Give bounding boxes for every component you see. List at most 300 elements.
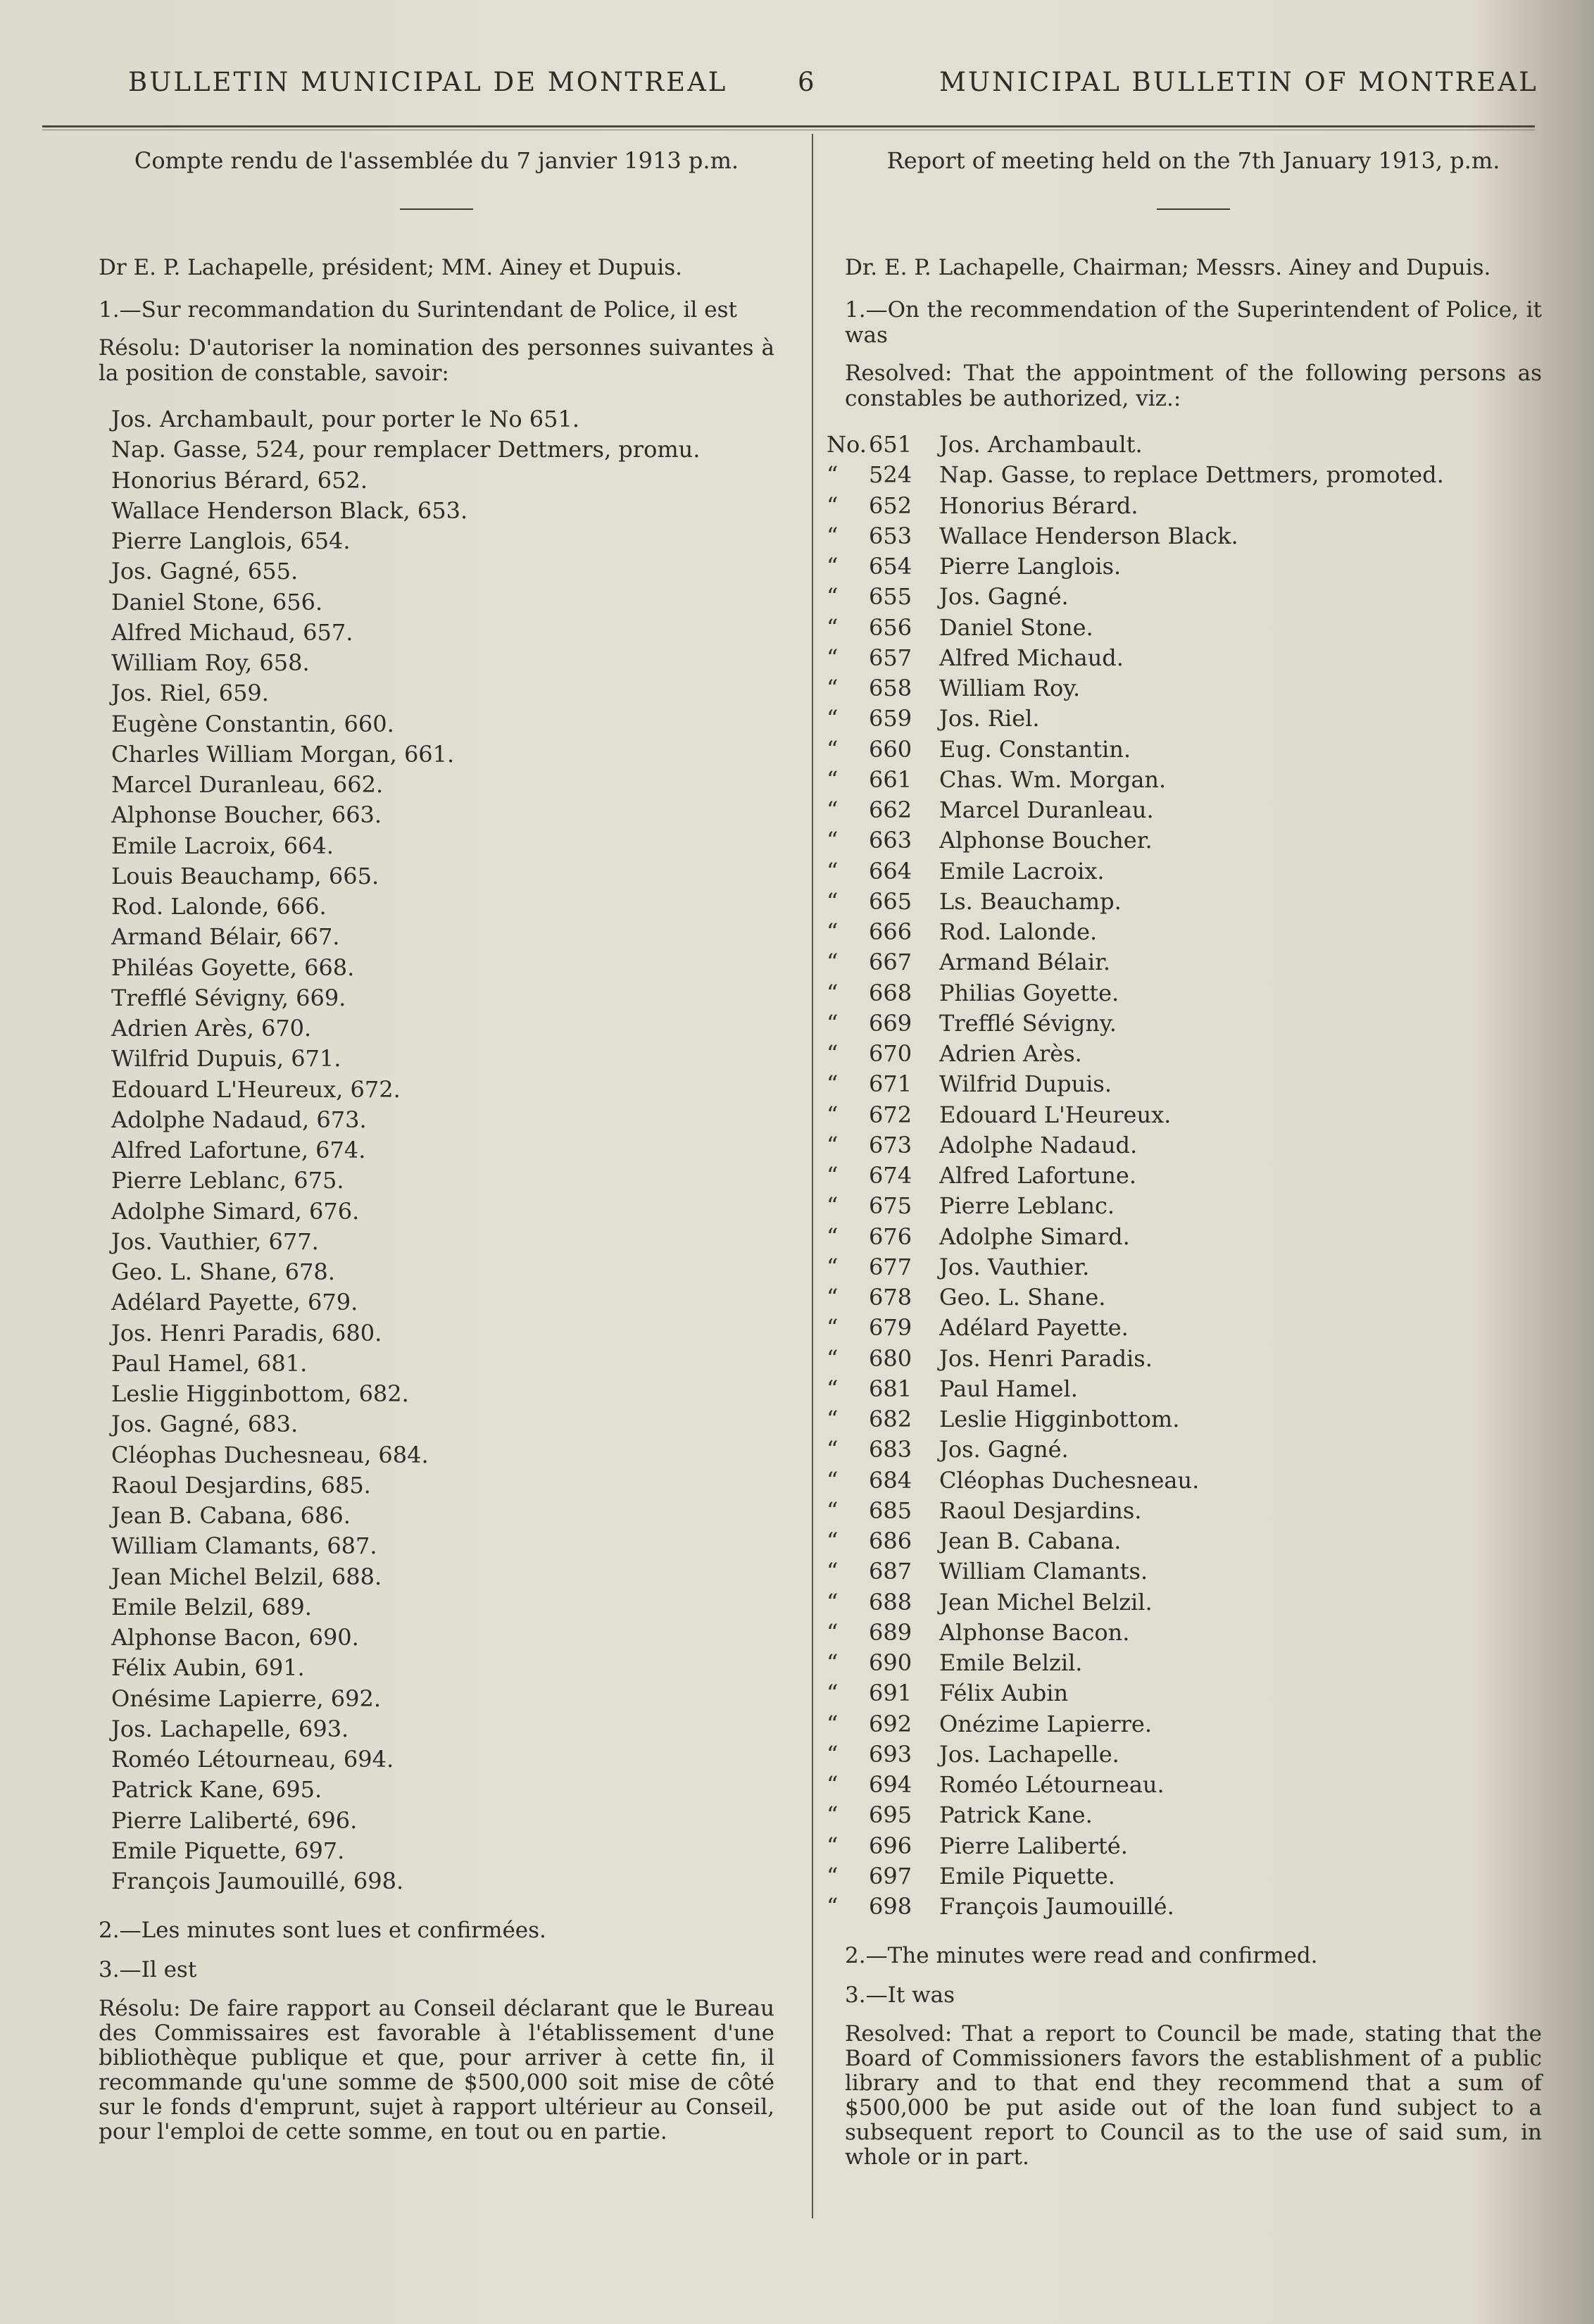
constable-number-value: 686 <box>869 1528 912 1554</box>
constable-name: Eug. Constantin. <box>939 735 1131 763</box>
english-constable-entry <box>821 1466 1542 1496</box>
english-constable-entry <box>821 917 1542 947</box>
french-constable-entry: Trefflé Sévigny, 669. <box>111 984 346 1011</box>
constable-number-prefix: “ <box>827 1284 839 1311</box>
constable-name: Roméo Létourneau. <box>939 1771 1165 1798</box>
constable-number <box>821 1252 939 1282</box>
constable-number <box>821 1861 939 1892</box>
constable-name: Alfred Lafortune. <box>939 1162 1136 1189</box>
french-constable-entry: Armand Bélair, 667. <box>111 923 340 951</box>
french-constable-entry: Eugène Constantin, 660. <box>111 710 394 737</box>
french-resolution-3: Résolu: De faire rapport au Conseil déclarant que le Bureau des Commissaires est favorable à l'établissement d'une bibliothèque publique et que, pour arriver à cette fin, il recommande qu'une somme de $500,000 soit mise de côté sur le fonds d'emprunt, sujet à rapport ultérieur au Conseil, pour l'emploi de cette somme, en tout ou en partie. <box>99 1996 774 2145</box>
constable-name: Jos. Vauthier. <box>939 1253 1090 1280</box>
constable-name: Paul Hamel. <box>939 1375 1078 1402</box>
constable-number-prefix: “ <box>827 1070 839 1098</box>
constable-name: Alfred Michaud. <box>939 644 1124 671</box>
constable-number-prefix: “ <box>827 1497 839 1524</box>
constable-number-prefix: “ <box>827 461 839 489</box>
constable-number-value: 681 <box>869 1375 912 1402</box>
constable-number <box>821 491 939 521</box>
constable-number-value: 684 <box>869 1466 912 1494</box>
constable-number-value: 685 <box>869 1497 912 1524</box>
constable-number-value: 665 <box>869 887 912 915</box>
english-constable-entry <box>821 460 1542 490</box>
english-column <box>827 147 1542 2184</box>
english-closing-items <box>845 1943 1542 2170</box>
english-constable-entry <box>821 1191 1542 1221</box>
french-constable-entry: William Clamants, 687. <box>111 1532 377 1560</box>
constable-number-value: 666 <box>869 918 912 945</box>
constable-number <box>821 1404 939 1435</box>
constable-number-value: 682 <box>869 1406 912 1432</box>
english-constable-entry <box>821 1008 1542 1039</box>
column-divider <box>812 134 813 2218</box>
constable-number <box>821 947 939 977</box>
constable-number-prefix: “ <box>827 949 839 976</box>
french-constable-entry: Honorius Bérard, 652. <box>111 466 368 494</box>
french-constable-entry: Rod. Lalonde, 666. <box>111 893 327 920</box>
constable-number-prefix: “ <box>827 1314 839 1342</box>
constable-number-prefix: “ <box>827 1528 839 1554</box>
constable-number-prefix: “ <box>827 1344 839 1372</box>
constable-number-prefix: “ <box>827 827 839 854</box>
french-resolution-1: Résolu: D'autoriser la nomination des personnes suivantes à la position de constable, savoir: <box>99 335 774 386</box>
english-constable-entry <box>821 1861 1542 1892</box>
french-constable-entry: Pierre Langlois, 654. <box>111 527 351 554</box>
english-constable-entry <box>821 521 1542 551</box>
english-constable-entry <box>821 765 1542 795</box>
constable-name: Marcel Duranleau. <box>939 796 1154 823</box>
constable-number-prefix: “ <box>827 1131 839 1158</box>
english-constable-entry <box>821 1618 1542 1648</box>
english-constable-entry <box>821 1556 1542 1587</box>
constable-number-value: 687 <box>869 1558 912 1585</box>
constable-name: Jean Michel Belzil. <box>939 1588 1153 1616</box>
constable-number <box>821 765 939 795</box>
french-constable-list <box>99 404 774 1897</box>
constable-number <box>821 673 939 704</box>
constable-number-value: 660 <box>869 735 912 763</box>
french-constable-entry: Charles William Morgan, 661. <box>111 740 455 768</box>
constable-number <box>821 1618 939 1648</box>
constable-number <box>821 460 939 490</box>
header-rule <box>42 125 1535 127</box>
constable-number-prefix: “ <box>827 522 839 549</box>
constable-number <box>821 978 939 1008</box>
english-constable-entry <box>821 582 1542 612</box>
constable-number-value: 698 <box>869 1893 912 1920</box>
constable-name: Onézime Lapierre. <box>939 1710 1153 1737</box>
english-constable-entry <box>821 1435 1542 1465</box>
french-constable-entry: Jos. Gagné, 683. <box>111 1411 299 1438</box>
page-number: 6 <box>798 67 817 97</box>
constable-number-value: 694 <box>869 1771 912 1798</box>
english-constable-entry <box>821 1800 1542 1830</box>
constable-number-value: 675 <box>869 1192 912 1220</box>
constable-number <box>821 1008 939 1039</box>
english-constable-entry <box>821 1709 1542 1739</box>
constable-number-prefix: “ <box>827 1253 839 1280</box>
french-constable-entry: Pierre Leblanc, 675. <box>111 1167 344 1194</box>
constable-number-value: 680 <box>869 1344 912 1372</box>
constable-number-value: 658 <box>869 675 912 701</box>
constable-name: Adolphe Simard. <box>939 1223 1130 1250</box>
french-closing-items <box>99 1918 774 2144</box>
english-constable-entry <box>821 1648 1542 1678</box>
constable-number-prefix: “ <box>827 1680 839 1707</box>
french-constable-entry: Alfred Lafortune, 674. <box>111 1137 366 1163</box>
english-constable-entry <box>821 1344 1542 1374</box>
constable-name: Wallace Henderson Black. <box>939 522 1238 549</box>
constable-number-prefix: “ <box>827 1618 839 1646</box>
constable-number-value: 677 <box>869 1253 912 1280</box>
french-constable-entry: Nap. Gasse, 524, pour remplacer Dettmers, promu. <box>111 436 701 463</box>
french-constable-entry: Pierre Laliberté, 696. <box>111 1806 358 1834</box>
french-constable-entry: Onésime Lapierre, 692. <box>111 1685 381 1712</box>
english-constable-entry <box>821 978 1542 1008</box>
french-constable-entry: Jean B. Cabana, 686. <box>111 1502 351 1529</box>
english-constable-entry <box>821 1374 1542 1404</box>
constable-number-value: 654 <box>869 553 912 580</box>
french-constable-entry: Emile Belzil, 689. <box>111 1593 312 1620</box>
constable-number-value: 524 <box>869 461 912 489</box>
french-constable-entry: Adélard Payette, 679. <box>111 1289 358 1316</box>
constable-number <box>821 1800 939 1830</box>
french-constable-entry: Emile Piquette, 697. <box>111 1837 345 1864</box>
constable-name: Jos. Gagné. <box>939 583 1069 611</box>
french-constable-entry: Edouard L'Heureux, 672. <box>111 1075 401 1103</box>
constable-number-value: 664 <box>869 857 912 885</box>
french-item-3: 3.—Il est <box>99 1957 197 1983</box>
english-constable-list <box>821 430 1542 1922</box>
constable-number <box>821 1222 939 1252</box>
constable-name: Alphonse Bacon. <box>939 1618 1130 1646</box>
constable-number-prefix: “ <box>827 1466 839 1494</box>
english-constable-entry <box>821 1161 1542 1191</box>
constable-number-prefix: “ <box>827 1009 839 1037</box>
french-constable-entry: Raoul Desjardins, 685. <box>111 1471 371 1499</box>
english-constable-entry <box>821 1831 1542 1861</box>
english-resolution-1: Resolved: That the appointment of the following persons as constables be authorized, viz.: <box>845 361 1542 411</box>
english-item-3: 3.—It was <box>845 1982 955 2008</box>
constable-number-value: 689 <box>869 1618 912 1646</box>
english-constable-entry <box>821 1496 1542 1526</box>
constable-name: Nap. Gasse, to replace Dettmers, promoted. <box>939 461 1444 489</box>
english-constable-entry <box>821 551 1542 582</box>
constable-number-value: 651 <box>869 431 912 458</box>
constable-number-value: 663 <box>869 827 912 854</box>
constable-number <box>821 551 939 582</box>
constable-number <box>821 1678 939 1708</box>
constable-name: Cléophas Duchesneau. <box>939 1466 1200 1494</box>
french-constable-entry: Daniel Stone, 656. <box>111 588 323 616</box>
french-constable-entry: Paul Hamel, 681. <box>111 1349 308 1377</box>
french-constable-entry: Jos. Gagné, 655. <box>111 558 299 585</box>
constable-name: Patrick Kane. <box>939 1801 1093 1829</box>
french-constable-entry: Roméo Létourneau, 694. <box>111 1746 394 1773</box>
constable-number-value: 674 <box>869 1162 912 1189</box>
constable-number <box>821 1069 939 1099</box>
constable-number-value: 656 <box>869 613 912 641</box>
constable-number <box>821 1556 939 1587</box>
constable-number-prefix: “ <box>827 857 839 885</box>
french-attendance: Dr E. P. Lachapelle, président; MM. Ainey et Dupuis. <box>99 255 682 280</box>
constable-number-value: 655 <box>869 583 912 611</box>
constable-number-value: 690 <box>869 1649 912 1676</box>
constable-name: Raoul Desjardins. <box>939 1497 1142 1524</box>
french-constable-entry: Adolphe Nadaud, 673. <box>111 1106 367 1133</box>
constable-number <box>821 1374 939 1404</box>
constable-number-value: 673 <box>869 1131 912 1158</box>
english-constable-entry <box>821 887 1542 917</box>
constable-name: Emile Piquette. <box>939 1862 1115 1889</box>
constable-number-prefix: “ <box>827 644 839 671</box>
french-constable-entry: William Roy, 658. <box>111 649 310 676</box>
constable-number <box>821 1130 939 1161</box>
french-constable-entry: Adolphe Simard, 676. <box>111 1197 360 1225</box>
constable-number-prefix: “ <box>827 1832 839 1859</box>
french-constable-entry: Jos. Vauthier, 677. <box>111 1227 319 1255</box>
constable-number-prefix: “ <box>827 1162 839 1189</box>
english-constable-entry <box>821 430 1542 460</box>
french-constable-entry: Alphonse Boucher, 663. <box>111 801 382 829</box>
constable-name: Jos. Lachapelle. <box>939 1740 1119 1768</box>
constable-number <box>821 887 939 917</box>
english-constable-entry <box>821 1587 1542 1618</box>
constable-number <box>821 1587 939 1618</box>
constable-name: Ls. Beauchamp. <box>939 887 1122 915</box>
french-constable-entry: Jos. Henri Paradis, 680. <box>111 1319 382 1347</box>
english-constable-entry <box>821 673 1542 704</box>
constable-number-value: 661 <box>869 766 912 793</box>
constable-number-prefix: “ <box>827 887 839 915</box>
constable-number-prefix: “ <box>827 1436 839 1463</box>
header-title-english: MUNICIPAL BULLETIN OF MONTREAL <box>939 67 1538 97</box>
constable-name: Alphonse Boucher. <box>939 827 1153 854</box>
constable-number-value: 693 <box>869 1740 912 1768</box>
constable-name: William Clamants. <box>939 1558 1148 1585</box>
constable-number-value: 697 <box>869 1862 912 1889</box>
english-constable-entry <box>821 1526 1542 1556</box>
english-constable-entry <box>821 491 1542 521</box>
constable-number-value: 691 <box>869 1680 912 1707</box>
french-constable-entry: Wallace Henderson Black, 653. <box>111 496 468 524</box>
constable-number <box>821 1435 939 1465</box>
constable-name: Daniel Stone. <box>939 613 1093 641</box>
constable-number <box>821 1466 939 1496</box>
french-constable-entry: Philéas Goyette, 668. <box>111 954 355 981</box>
constable-number-prefix: “ <box>827 1588 839 1616</box>
constable-number <box>821 1739 939 1770</box>
constable-number-prefix: “ <box>827 979 839 1006</box>
english-constable-entry <box>821 1313 1542 1343</box>
constable-name: Pierre Laliberté. <box>939 1832 1128 1859</box>
constable-number-value: 653 <box>869 522 912 549</box>
english-constable-entry <box>821 1039 1542 1069</box>
constable-name: François Jaumouillé. <box>939 1893 1174 1920</box>
french-constable-entry: Wilfrid Dupuis, 671. <box>111 1045 341 1073</box>
constable-name: Edouard L'Heureux. <box>939 1101 1172 1128</box>
french-constable-entry: Jos. Archambault, pour porter le No 651. <box>111 406 579 432</box>
english-constable-entry <box>821 643 1542 673</box>
constable-number-prefix: “ <box>827 1649 839 1676</box>
french-constable-entry: Félix Aubin, 691. <box>111 1654 305 1682</box>
constable-number-value: 683 <box>869 1436 912 1463</box>
constable-number-prefix: “ <box>827 492 839 519</box>
constable-number-value: 692 <box>869 1710 912 1737</box>
english-constable-entry <box>821 735 1542 765</box>
constable-name: Leslie Higginbottom. <box>939 1406 1180 1432</box>
constable-name: Emile Lacroix. <box>939 857 1105 885</box>
constable-name: Adolphe Nadaud. <box>939 1131 1138 1158</box>
constable-number-value: 662 <box>869 796 912 823</box>
constable-number <box>821 1526 939 1556</box>
english-item-2: 2.—The minutes were read and confirmed. <box>845 1943 1318 1969</box>
constable-number-value: 672 <box>869 1101 912 1128</box>
constable-number <box>821 704 939 734</box>
constable-number-value: 676 <box>869 1223 912 1250</box>
constable-number-prefix: “ <box>827 1040 839 1067</box>
constable-name: Jos. Riel. <box>939 705 1040 732</box>
french-constable-entry: Emile Lacroix, 664. <box>111 832 334 859</box>
english-constable-entry <box>821 825 1542 856</box>
constable-number <box>821 1282 939 1313</box>
constable-name: William Roy. <box>939 675 1081 701</box>
constable-name: Wilfrid Dupuis. <box>939 1070 1112 1098</box>
french-constable-entry: Jean Michel Belzil, 688. <box>111 1563 382 1590</box>
constable-name: Jean B. Cabana. <box>939 1528 1122 1554</box>
english-constable-entry <box>821 1282 1542 1313</box>
english-report-title: Report of meeting held on the 7th January 1913, p.m. <box>886 147 1500 174</box>
constable-name: Chas. Wm. Morgan. <box>939 766 1167 793</box>
constable-number-prefix: “ <box>827 613 839 641</box>
english-constable-entry <box>821 947 1542 977</box>
constable-name: Armand Bélair. <box>939 949 1111 976</box>
constable-number-value: 668 <box>869 979 912 1006</box>
constable-number-prefix: “ <box>827 1801 839 1829</box>
header-title-french: BULLETIN MUNICIPAL DE MONTREAL <box>128 67 728 97</box>
constable-number-value: 667 <box>869 949 912 976</box>
constable-number-value: 652 <box>869 492 912 519</box>
constable-number-value: 679 <box>869 1314 912 1342</box>
constable-number <box>821 1313 939 1343</box>
constable-number <box>821 1039 939 1069</box>
english-constable-entry <box>821 1404 1542 1435</box>
constable-number <box>821 1892 939 1922</box>
constable-number <box>821 582 939 612</box>
english-constable-entry <box>821 795 1542 825</box>
constable-number-value: 695 <box>869 1801 912 1829</box>
english-constable-entry <box>821 1100 1542 1130</box>
constable-number-prefix: “ <box>827 1862 839 1889</box>
constable-number-prefix: “ <box>827 1558 839 1585</box>
title-rule <box>1157 208 1230 210</box>
constable-number <box>821 795 939 825</box>
constable-number-prefix: “ <box>827 1771 839 1798</box>
english-resolution-3: Resolved: That a report to Council be made, stating that the Board of Commissioners favors the establishment of a public library and to that end they recommend that a sum of $500,000 be put aside out of the loan fund subject to a subsequent report to Council as to the use of said sum, in whole or in part. <box>845 2021 1542 2170</box>
constable-number-prefix: “ <box>827 675 839 701</box>
constable-number-prefix: “ <box>827 1223 839 1250</box>
constable-number-prefix: “ <box>827 766 839 793</box>
english-constable-entry <box>821 704 1542 734</box>
constable-number <box>821 1770 939 1800</box>
french-constable-entry: Marcel Duranleau, 662. <box>111 771 384 798</box>
constable-number-prefix: “ <box>827 1406 839 1432</box>
constable-number-value: 688 <box>869 1588 912 1616</box>
constable-number <box>821 643 939 673</box>
french-constable-entry: Jos. Lachapelle, 693. <box>111 1715 349 1742</box>
constable-number-prefix: “ <box>827 553 839 580</box>
english-constable-entry <box>821 1069 1542 1099</box>
french-constable-entry: Alphonse Bacon, 690. <box>111 1624 359 1651</box>
english-constable-entry <box>821 613 1542 643</box>
constable-name: Adrien Arès. <box>939 1040 1082 1067</box>
constable-number <box>821 1496 939 1526</box>
constable-number-prefix: “ <box>827 1893 839 1920</box>
constable-number <box>821 856 939 887</box>
constable-number-prefix: “ <box>827 583 839 611</box>
constable-number <box>821 1100 939 1130</box>
constable-number <box>821 1161 939 1191</box>
constable-number <box>821 1831 939 1861</box>
constable-name: Jos. Archambault. <box>939 431 1143 458</box>
french-item-2: 2.—Les minutes sont lues et confirmées. <box>99 1918 546 1944</box>
french-constable-entry: Alfred Michaud, 657. <box>111 618 353 646</box>
english-item-1: 1.—On the recommendation of the Superintendent of Police, it was <box>845 297 1542 348</box>
constable-number-prefix: “ <box>827 1101 839 1128</box>
constable-number-prefix: “ <box>827 1375 839 1402</box>
constable-number <box>821 1648 939 1678</box>
constable-number-value: 671 <box>869 1070 912 1098</box>
english-attendance: Dr. E. P. Lachapelle, Chairman; Messrs. Ainey and Dupuis. <box>845 255 1491 280</box>
french-constable-entry: Geo. L. Shane, 678. <box>111 1258 335 1285</box>
constable-name: Jos. Henri Paradis. <box>939 1344 1153 1372</box>
constable-name: Geo. L. Shane. <box>939 1284 1106 1311</box>
french-constable-entry: Leslie Higginbottom, 682. <box>111 1380 409 1407</box>
english-constable-entry <box>821 1252 1542 1282</box>
constable-name: Pierre Langlois. <box>939 553 1122 580</box>
french-constable-entry: Cléophas Duchesneau, 684. <box>111 1441 429 1468</box>
french-constable-entry: Adrien Arès, 670. <box>111 1015 312 1042</box>
constable-number-value: 696 <box>869 1832 912 1859</box>
constable-number <box>821 521 939 551</box>
constable-number-prefix: “ <box>827 1192 839 1220</box>
constable-name: Honorius Bérard. <box>939 492 1138 519</box>
constable-name: Emile Belzil. <box>939 1649 1083 1676</box>
constable-number <box>821 1344 939 1374</box>
constable-name: Jos. Gagné. <box>939 1436 1069 1463</box>
constable-name: Rod. Lalonde. <box>939 918 1098 945</box>
constable-number-prefix: No. <box>827 431 867 458</box>
english-constable-entry <box>821 856 1542 887</box>
constable-number-prefix: “ <box>827 705 839 732</box>
constable-name: Philias Goyette. <box>939 979 1119 1006</box>
constable-number-prefix: “ <box>827 918 839 945</box>
french-constable-entry: Jos. Riel, 659. <box>111 680 269 707</box>
french-column <box>99 148 774 2159</box>
constable-number <box>821 430 939 460</box>
constable-number <box>821 825 939 856</box>
constable-number-value: 657 <box>869 644 912 671</box>
constable-number-value: 678 <box>869 1284 912 1311</box>
constable-number-value: 659 <box>869 705 912 732</box>
constable-number-value: 669 <box>869 1009 912 1037</box>
constable-number <box>821 1709 939 1739</box>
english-constable-entry <box>821 1770 1542 1800</box>
english-constable-entry <box>821 1739 1542 1770</box>
constable-number-prefix: “ <box>827 1740 839 1768</box>
constable-number-prefix: “ <box>827 796 839 823</box>
